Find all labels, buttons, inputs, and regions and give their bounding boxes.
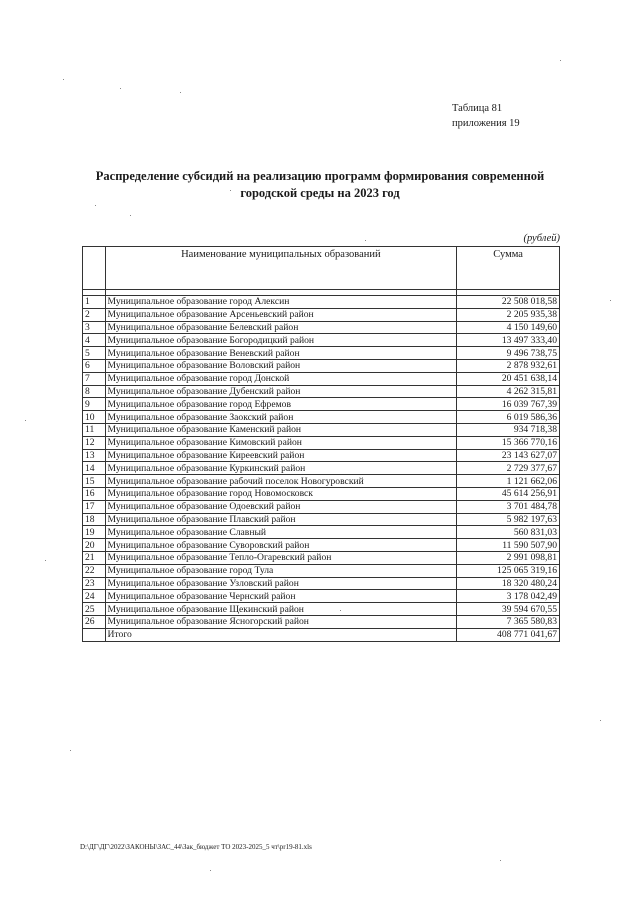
table-row (83, 487, 560, 500)
table-caption (452, 101, 520, 131)
row-name-cell: Муниципальное образование Киреевский район (105, 449, 457, 462)
document-title (80, 168, 560, 202)
row-sum-cell: 13 497 333,40 (457, 334, 560, 347)
table-row (83, 347, 560, 360)
file-path-footer: D:\ДГ\ДГ\2022\ЗАКОНЫ\ЗАС_44\Зак_бюджет ТО 2023-2025_5 чт\pr19-81.xls (80, 843, 312, 851)
subsidies-table (82, 246, 560, 642)
table-row (83, 411, 560, 424)
row-number-cell: 12 (83, 436, 106, 449)
table-header-row (83, 247, 560, 290)
row-sum-cell: 11 590 507,90 (457, 539, 560, 552)
scan-speck (610, 300, 611, 301)
scan-speck (95, 205, 96, 206)
row-name-cell: Муниципальное образование Чернский район (105, 590, 457, 603)
scan-speck (600, 720, 601, 721)
total-row (83, 628, 560, 641)
row-name-cell: Муниципальное образование город Алексин (105, 296, 457, 309)
row-sum-cell: 934 718,38 (457, 423, 560, 436)
row-name-cell: Муниципальное образование Каменский район (105, 423, 457, 436)
row-number-cell: 8 (83, 385, 106, 398)
table-row (83, 551, 560, 564)
scan-speck (70, 750, 71, 751)
scan-speck (25, 420, 26, 421)
scan-speck (120, 88, 121, 89)
row-number-cell: 13 (83, 449, 106, 462)
scan-speck (180, 92, 181, 93)
row-sum-cell: 16 039 767,39 (457, 398, 560, 411)
row-sum-cell: 9 496 738,75 (457, 347, 560, 360)
header-name-cell: Наименование муниципальных образований (105, 247, 457, 290)
row-name-cell: Муниципальное образование Куркинский район (105, 462, 457, 475)
table-row (83, 615, 560, 628)
units-label: (рублей) (523, 233, 560, 244)
row-number-cell: 7 (83, 372, 106, 385)
header-number-cell (83, 247, 106, 290)
row-name-cell: Муниципальное образование Суворовский район (105, 539, 457, 552)
row-name-cell: Муниципальное образование Арсеньевский район (105, 308, 457, 321)
row-sum-cell: 7 365 580,83 (457, 615, 560, 628)
row-number-cell: 14 (83, 462, 106, 475)
row-name-cell: Муниципальное образование Щекинский район (105, 603, 457, 616)
row-number-cell: 26 (83, 615, 106, 628)
row-name-cell: Муниципальное образование Тепло-Огаревский район (105, 551, 457, 564)
header-sum-cell: Сумма (457, 247, 560, 290)
row-sum-cell: 560 831,03 (457, 526, 560, 539)
table-row (83, 308, 560, 321)
table-row (83, 334, 560, 347)
table-row (83, 296, 560, 309)
row-sum-cell: 45 614 256,91 (457, 487, 560, 500)
row-number-cell: 22 (83, 564, 106, 577)
row-name-cell: Муниципальное образование Плавский район (105, 513, 457, 526)
total-label-cell: Итого (105, 628, 457, 641)
row-number-cell: 20 (83, 539, 106, 552)
table-row (83, 475, 560, 488)
scan-speck (340, 610, 341, 611)
row-sum-cell: 1 121 662,06 (457, 475, 560, 488)
total-number-cell (83, 628, 106, 641)
row-sum-cell: 18 320 480,24 (457, 577, 560, 590)
row-number-cell: 10 (83, 411, 106, 424)
appendix-number: приложения 19 (452, 118, 520, 129)
row-number-cell: 21 (83, 551, 106, 564)
document-title-line-1: Распределение субсидий на реализацию программ формирования современной (95, 169, 545, 183)
row-name-cell: Муниципальное образование рабочий поселок Новогуровский (105, 475, 457, 488)
row-number-cell: 3 (83, 321, 106, 334)
row-name-cell: Муниципальное образование Воловский район (105, 359, 457, 372)
row-name-cell: Муниципальное образование Веневский район (105, 347, 457, 360)
table-row (83, 398, 560, 411)
row-number-cell: 6 (83, 359, 106, 372)
row-name-cell: Муниципальное образование Заокский район (105, 411, 457, 424)
row-number-cell: 23 (83, 577, 106, 590)
row-name-cell: Муниципальное образование город Ефремов (105, 398, 457, 411)
row-number-cell: 5 (83, 347, 106, 360)
table-row (83, 462, 560, 475)
row-sum-cell: 23 143 627,07 (457, 449, 560, 462)
row-sum-cell: 39 594 670,55 (457, 603, 560, 616)
row-sum-cell: 125 065 319,16 (457, 564, 560, 577)
scan-speck (45, 560, 46, 561)
row-number-cell: 25 (83, 603, 106, 616)
table-row (83, 359, 560, 372)
table-row (83, 385, 560, 398)
scan-speck (63, 79, 64, 80)
row-number-cell: 19 (83, 526, 106, 539)
total-sum-cell: 408 771 041,67 (457, 628, 560, 641)
row-number-cell: 4 (83, 334, 106, 347)
scan-speck (365, 240, 366, 241)
table-row (83, 321, 560, 334)
table-row (83, 436, 560, 449)
table-row (83, 590, 560, 603)
row-number-cell: 16 (83, 487, 106, 500)
table-row (83, 526, 560, 539)
row-name-cell: Муниципальное образование Белевский район (105, 321, 457, 334)
row-sum-cell: 2 205 935,38 (457, 308, 560, 321)
row-name-cell: Муниципальное образование город Донской (105, 372, 457, 385)
row-number-cell: 15 (83, 475, 106, 488)
scan-speck (130, 215, 131, 216)
row-sum-cell: 4 262 315,81 (457, 385, 560, 398)
document-title-line-2: городской среды на 2023 год (240, 186, 400, 200)
table-row (83, 500, 560, 513)
scan-speck (500, 860, 501, 861)
table-row (83, 603, 560, 616)
table-number: Таблица 81 (452, 103, 503, 114)
row-name-cell: Муниципальное образование Ясногорский район (105, 615, 457, 628)
table-row (83, 372, 560, 385)
table-row (83, 513, 560, 526)
row-sum-cell: 2 729 377,67 (457, 462, 560, 475)
row-name-cell: Муниципальное образование Дубенский район (105, 385, 457, 398)
table-row (83, 423, 560, 436)
table-row (83, 539, 560, 552)
row-name-cell: Муниципальное образование Одоевский район (105, 500, 457, 513)
table-row (83, 577, 560, 590)
table-body (83, 290, 560, 629)
row-number-cell: 11 (83, 423, 106, 436)
row-name-cell: Муниципальное образование Богородицкий район (105, 334, 457, 347)
row-name-cell: Муниципальное образование Славный (105, 526, 457, 539)
table-row (83, 449, 560, 462)
row-number-cell: 2 (83, 308, 106, 321)
row-sum-cell: 6 019 586,36 (457, 411, 560, 424)
row-name-cell: Муниципальное образование Кимовский район (105, 436, 457, 449)
row-sum-cell: 3 701 484,78 (457, 500, 560, 513)
row-sum-cell: 22 508 018,58 (457, 296, 560, 309)
row-sum-cell: 3 178 042,49 (457, 590, 560, 603)
row-number-cell: 9 (83, 398, 106, 411)
row-sum-cell: 15 366 770,16 (457, 436, 560, 449)
row-number-cell: 1 (83, 296, 106, 309)
row-sum-cell: 5 982 197,63 (457, 513, 560, 526)
row-sum-cell: 4 150 149,60 (457, 321, 560, 334)
row-name-cell: Муниципальное образование Узловский район (105, 577, 457, 590)
row-number-cell: 24 (83, 590, 106, 603)
row-number-cell: 17 (83, 500, 106, 513)
row-name-cell: Муниципальное образование город Тула (105, 564, 457, 577)
scan-speck (210, 870, 211, 871)
row-number-cell: 18 (83, 513, 106, 526)
table-row (83, 564, 560, 577)
row-sum-cell: 2 991 098,81 (457, 551, 560, 564)
row-sum-cell: 2 878 932,61 (457, 359, 560, 372)
scan-speck (230, 190, 231, 191)
row-name-cell: Муниципальное образование город Новомосковск (105, 487, 457, 500)
scan-speck (560, 60, 561, 61)
row-sum-cell: 20 451 638,14 (457, 372, 560, 385)
